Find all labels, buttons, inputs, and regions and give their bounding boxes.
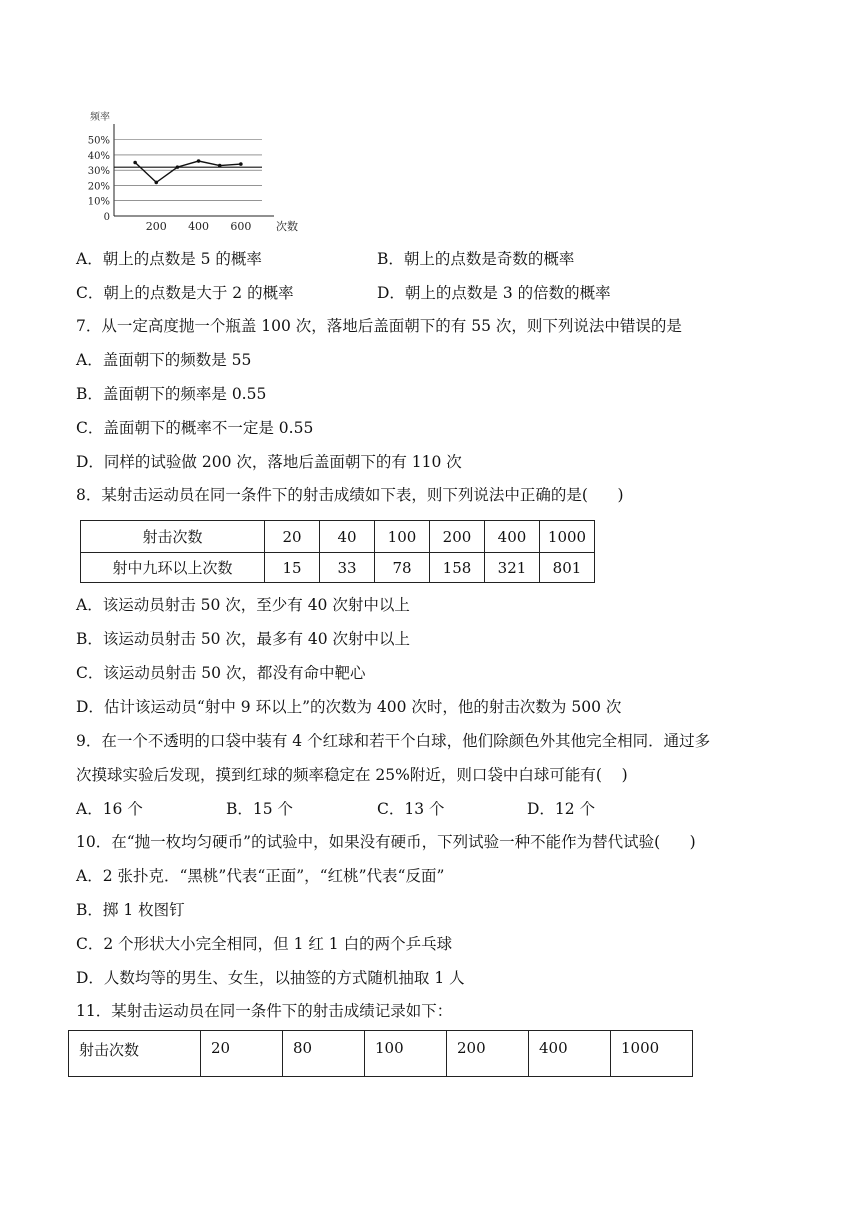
- q7-option-d: D．同样的试验做 200 次，落地后盖面朝下的有 110 次: [76, 453, 462, 471]
- q11-score-table: [68, 1030, 693, 1077]
- q10-option-d: D．人数均等的男生、女生，以抽签的方式随机抽取 1 人: [76, 969, 465, 987]
- q8-score-table: [80, 520, 595, 583]
- q9-option-c: C．13 个: [377, 800, 445, 818]
- y-tick-label: 50%: [87, 135, 110, 147]
- q7-option-b: B．盖面朝下的频率是 0.55: [76, 385, 267, 403]
- table-cell: 78: [375, 553, 430, 583]
- q7-option-c: C．盖面朝下的概率不一定是 0.55: [76, 419, 314, 437]
- table-cell: 射中九环以上次数: [81, 553, 265, 583]
- table-cell: 射击次数: [81, 521, 265, 553]
- table-cell: 20: [201, 1031, 283, 1077]
- q9-option-b: B．15 个: [226, 800, 294, 818]
- table-cell: 15: [265, 553, 320, 583]
- y-axis-label: 频率: [90, 112, 110, 123]
- q8-option-d: D．估计该运动员“射中 9 环以上”的次数为 400 次时，他的射击次数为 500 次: [76, 698, 622, 716]
- table-cell: 射击次数: [69, 1031, 201, 1077]
- q6-option-a: A．朝上的点数是 5 的概率: [76, 250, 262, 268]
- table-cell: 20: [265, 521, 320, 553]
- y-tick-label: 30%: [87, 166, 110, 178]
- q8-option-c: C．该运动员射击 50 次，都没有命中靶心: [76, 664, 366, 682]
- q6-option-b: B．朝上的点数是奇数的概率: [377, 250, 575, 268]
- q9-stem-line1: 9．在一个不透明的口袋中装有 4 个红球和若干个白球，他们除颜色外其他完全相同．通过多: [76, 732, 711, 750]
- table-row: [69, 1031, 693, 1077]
- table-cell: 1000: [611, 1031, 693, 1077]
- q10-option-c: C．2 个形状大小完全相同，但 1 红 1 白的两个乒乓球: [76, 935, 453, 953]
- x-axis-label: 次数: [276, 220, 298, 233]
- table-cell: 400: [485, 521, 540, 553]
- q8-stem: 8．某射击运动员在同一条件下的射击成绩如下表，则下列说法中正确的是( ): [76, 486, 624, 504]
- y-tick-label: 10%: [87, 196, 110, 208]
- table-cell: 80: [283, 1031, 365, 1077]
- table-row: [81, 521, 595, 553]
- y-tick-label: 40%: [87, 150, 110, 162]
- table-cell: 100: [365, 1031, 447, 1077]
- table-cell: 200: [447, 1031, 529, 1077]
- q6-option-d: D．朝上的点数是 3 的倍数的概率: [377, 284, 611, 302]
- x-tick-label: 200: [145, 220, 167, 233]
- q10-option-a: A．2 张扑克．“黑桃”代表“正面”，“红桃”代表“反面”: [76, 867, 445, 885]
- y-tick-label: 0: [103, 212, 110, 223]
- table-cell: 400: [529, 1031, 611, 1077]
- table-row: [81, 553, 595, 583]
- table-cell: 40: [320, 521, 375, 553]
- q10-stem: 10．在“抛一枚均匀硬币”的试验中，如果没有硬币，下列试验一种不能作为替代试验( ): [76, 833, 696, 851]
- q9-option-a: A．16 个: [76, 800, 143, 818]
- data-point: [176, 165, 180, 169]
- data-point: [218, 164, 222, 168]
- table-cell: 321: [485, 553, 540, 583]
- table-cell: 200: [430, 521, 485, 553]
- frequency-series-line: [135, 161, 241, 182]
- q7-option-a: A．盖面朝下的频数是 55: [76, 351, 252, 369]
- q11-stem: 11．某射击运动员在同一条件下的射击成绩记录如下：: [76, 1002, 453, 1020]
- q8-option-a: A．该运动员射击 50 次，至少有 40 次射中以上: [76, 596, 410, 614]
- table-cell: 100: [375, 521, 430, 553]
- table-cell: 33: [320, 553, 375, 583]
- q8-option-b: B．该运动员射击 50 次，最多有 40 次射中以上: [76, 630, 411, 648]
- data-point: [154, 181, 158, 185]
- q9-option-d: D．12 个: [527, 800, 596, 818]
- table-cell: 1000: [540, 521, 595, 553]
- data-point: [133, 161, 137, 165]
- data-point: [239, 162, 243, 166]
- q9-stem-line2: 次摸球实验后发现，摸到红球的频率稳定在 25%附近，则口袋中白球可能有( ): [76, 766, 628, 784]
- q6-option-c: C．朝上的点数是大于 2 的概率: [76, 284, 294, 302]
- x-tick-label: 600: [230, 220, 252, 233]
- frequency-line-chart: [86, 104, 316, 234]
- q10-option-b: B．掷 1 枚图钉: [76, 901, 185, 919]
- table-cell: 801: [540, 553, 595, 583]
- data-point: [197, 159, 201, 163]
- x-tick-label: 400: [188, 220, 210, 233]
- q7-stem: 7．从一定高度抛一个瓶盖 100 次，落地后盖面朝下的有 55 次，则下列说法中错误的是: [76, 317, 682, 335]
- table-cell: 158: [430, 553, 485, 583]
- y-tick-label: 20%: [87, 181, 110, 193]
